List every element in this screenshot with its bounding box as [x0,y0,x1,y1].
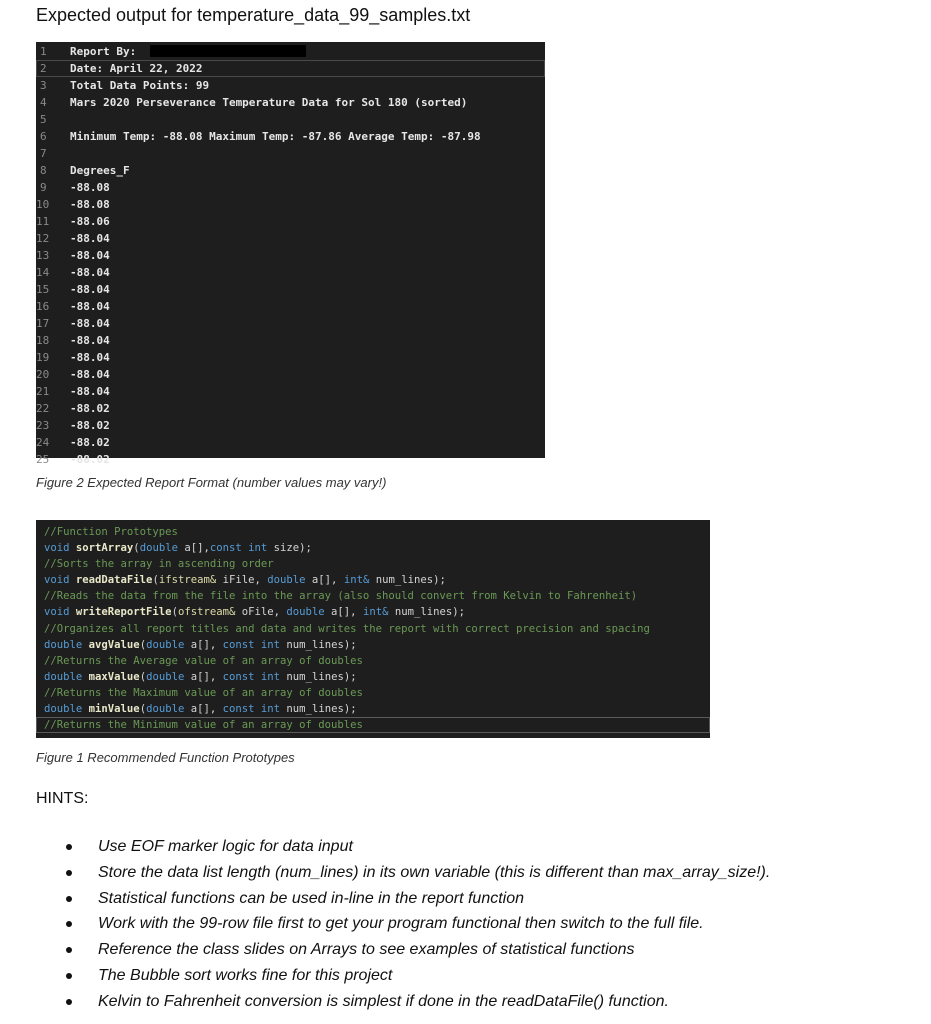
code-token: ( [139,638,147,651]
report-line [36,247,545,264]
hint-text: Reference the class slides on Arrays to see examples of statistical functions [98,941,635,959]
bullet-icon [66,870,72,876]
line-number: 18 [36,334,50,347]
report-line [36,179,545,196]
code-token: num_lines); [280,670,357,683]
code-token: num_lines); [280,638,357,651]
report-line [36,281,545,298]
report-line [36,451,545,468]
report-line [36,366,545,383]
hint-item [64,963,770,989]
code-token: ( [139,670,147,683]
report-line-text: -88.02 [70,453,110,466]
code-token: const int [209,542,268,555]
report-line [36,196,545,213]
report-line-text: -88.04 [70,232,110,245]
code-token: num_lines); [388,606,466,619]
code-token: sortArray [75,542,134,555]
line-number: 14 [36,266,50,279]
line-number: 24 [36,436,50,449]
code-token: int& [343,574,370,587]
report-line-text: Total Data Points: 99 [70,79,210,92]
report-line [36,43,545,60]
report-line [36,298,545,315]
report-line-text: -88.02 [70,419,110,432]
prototype-line [36,685,710,701]
report-line [36,383,545,400]
report-line [36,315,545,332]
report-line [36,213,545,230]
report-line [36,111,545,128]
bullet-icon [66,921,72,927]
report-line [36,400,545,417]
report-line-text: -88.04 [70,300,110,313]
prototype-line [36,653,710,669]
code-token: a[], [184,670,223,683]
report-line-text: Minimum Temp: -88.08 Maximum Temp: -87.86 Average Temp: -87.98 [70,130,481,143]
report-line [36,77,545,94]
page-heading: Expected output for temperature_data_99_samples.txt [36,5,471,25]
report-line-text: -88.04 [70,249,110,262]
report-line-text: Degrees_F [70,164,130,177]
redacted-name-block [150,45,306,57]
code-token: a[], [305,574,344,587]
line-number: 2 [40,62,47,75]
report-line [36,60,545,77]
code-token: size); [267,542,312,555]
code-token: double [146,703,185,716]
code-token: //Organizes all report titles and data and writes the report with correct precision and spacing [44,622,650,635]
line-number: 16 [36,300,50,313]
code-token: void [44,606,76,619]
report-line [36,128,545,145]
line-number: 20 [36,368,50,381]
report-line-text: -88.04 [70,283,110,296]
line-number: 12 [36,232,50,245]
line-number: 9 [40,181,47,194]
code-token: double [44,703,89,716]
prototype-line [36,524,710,540]
code-token: a[], [324,606,363,619]
hint-text: Statistical functions can be used in-line in the report function [98,889,525,907]
hint-text: Kelvin to Fahrenheit conversion is simplest if done in the readDataFile() function. [98,992,669,1010]
line-number: 10 [36,198,50,211]
line-number: 25 [36,453,50,466]
report-line-text: Date: April 22, 2022 [70,62,203,75]
bullet-icon [66,947,72,953]
report-line-text: -88.08 [70,181,110,194]
hint-item [64,911,770,937]
line-number: 6 [40,130,47,143]
bullet-icon [66,896,72,902]
code-token: a[], [184,703,223,716]
code-token: a[], [177,542,210,555]
hint-item [64,886,770,912]
line-number: 11 [36,215,50,228]
report-line-text: -88.04 [70,351,110,364]
line-number: 3 [40,79,47,92]
code-token: iFile, [216,574,268,587]
code-token: num_lines); [280,703,357,716]
prototype-line [36,572,710,588]
hint-text: Use EOF marker logic for data input [98,838,353,855]
hint-item [64,989,770,1015]
report-line [36,94,545,111]
code-token: //Sorts the array in ascending order [44,558,274,571]
hint-item [64,860,770,886]
code-token: int& [362,606,389,619]
line-number: 19 [36,351,50,364]
hint-text: Store the data list length (num_lines) in its own variable (this is different than max_array_size!). [98,863,771,881]
hints-title: HINTS: [36,790,89,807]
report-line [36,230,545,247]
code-token: double [267,574,306,587]
line-number: 22 [36,402,50,415]
code-token: const int [222,670,281,683]
code-token: ofstream& [177,606,236,619]
code-token: void [44,574,76,587]
hints-list [64,834,770,1015]
report-line [36,417,545,434]
prototype-line [36,669,710,685]
prototype-line [36,717,710,733]
code-token: writeReportFile [75,606,172,619]
prototype-line [36,637,710,653]
line-number: 15 [36,283,50,296]
line-number: 1 [40,45,47,58]
report-line [36,264,545,281]
report-line-text: -88.04 [70,334,110,347]
code-token: //Returns the Average value of an array of doubles [44,654,363,667]
hint-text: Work with the 99-row file first to get your program functional then switch to the full file. [98,915,704,933]
prototype-line [36,701,710,717]
code-token: double [44,670,89,683]
report-line-text: -88.02 [70,402,110,415]
line-number: 7 [40,147,47,160]
code-token: void [44,542,76,555]
code-token: double [139,542,178,555]
code-token: double [146,638,185,651]
code-token: ( [133,542,140,555]
figure-2-caption: Figure 2 Expected Report Format (number values may vary!) [36,475,387,490]
line-number: 8 [40,164,47,177]
hint-item [64,834,770,860]
code-token: oFile, [235,606,287,619]
report-line-text: -88.02 [70,436,110,449]
prototype-line [36,540,710,556]
code-token: //Returns the Minimum value of an array of doubles [44,719,363,732]
prototype-line [36,556,710,572]
code-token: ( [152,574,159,587]
code-token: a[], [184,638,223,651]
code-token: //Reads the data from the file into the array (also should convert from Kelvin to Fahrenheit) [44,590,638,603]
line-number: 4 [40,96,47,109]
report-line [36,332,545,349]
code-token: ifstream& [158,574,217,587]
report-line-text: -88.04 [70,317,110,330]
report-line-text: -88.06 [70,215,110,228]
line-number: 13 [36,249,50,262]
report-line-text: -88.04 [70,385,110,398]
code-token: ( [171,606,178,619]
report-line-text: Report By: [70,45,137,58]
code-token: maxValue [88,670,140,683]
figure-1-caption: Figure 1 Recommended Function Prototypes [36,750,295,765]
prototype-line [36,588,710,604]
hint-text: The Bubble sort works fine for this project [98,966,393,984]
code-token: //Returns the Maximum value of an array of doubles [44,686,363,699]
code-token: minValue [88,703,140,716]
line-number: 17 [36,317,50,330]
bullet-icon [66,999,72,1005]
line-number: 5 [40,113,47,126]
report-line-text: -88.04 [70,266,110,279]
bullet-icon [66,844,72,850]
report-line [36,434,545,451]
prototype-line [36,604,710,620]
bullet-icon [66,973,72,979]
report-line [36,162,545,179]
hint-item [64,937,770,963]
line-number: 23 [36,419,50,432]
report-line-text: -88.04 [70,368,110,381]
code-token: double [286,606,325,619]
code-token: const int [222,703,281,716]
code-token: num_lines); [369,574,446,587]
prototype-line [36,621,710,637]
report-line-text: -88.08 [70,198,110,211]
code-token: double [44,638,89,651]
code-token: avgValue [88,638,140,651]
report-line-text: Mars 2020 Perseverance Temperature Data for Sol 180 (sorted) [70,96,468,109]
function-prototypes-editor [36,520,710,738]
code-token: ( [139,703,147,716]
code-token: //Function Prototypes [44,526,178,538]
report-output-editor [36,42,545,466]
code-token: readDataFile [75,574,153,587]
report-line [36,145,545,162]
line-number: 21 [36,385,50,398]
code-token: const int [222,638,281,651]
code-token: double [146,670,185,683]
report-line [36,349,545,366]
